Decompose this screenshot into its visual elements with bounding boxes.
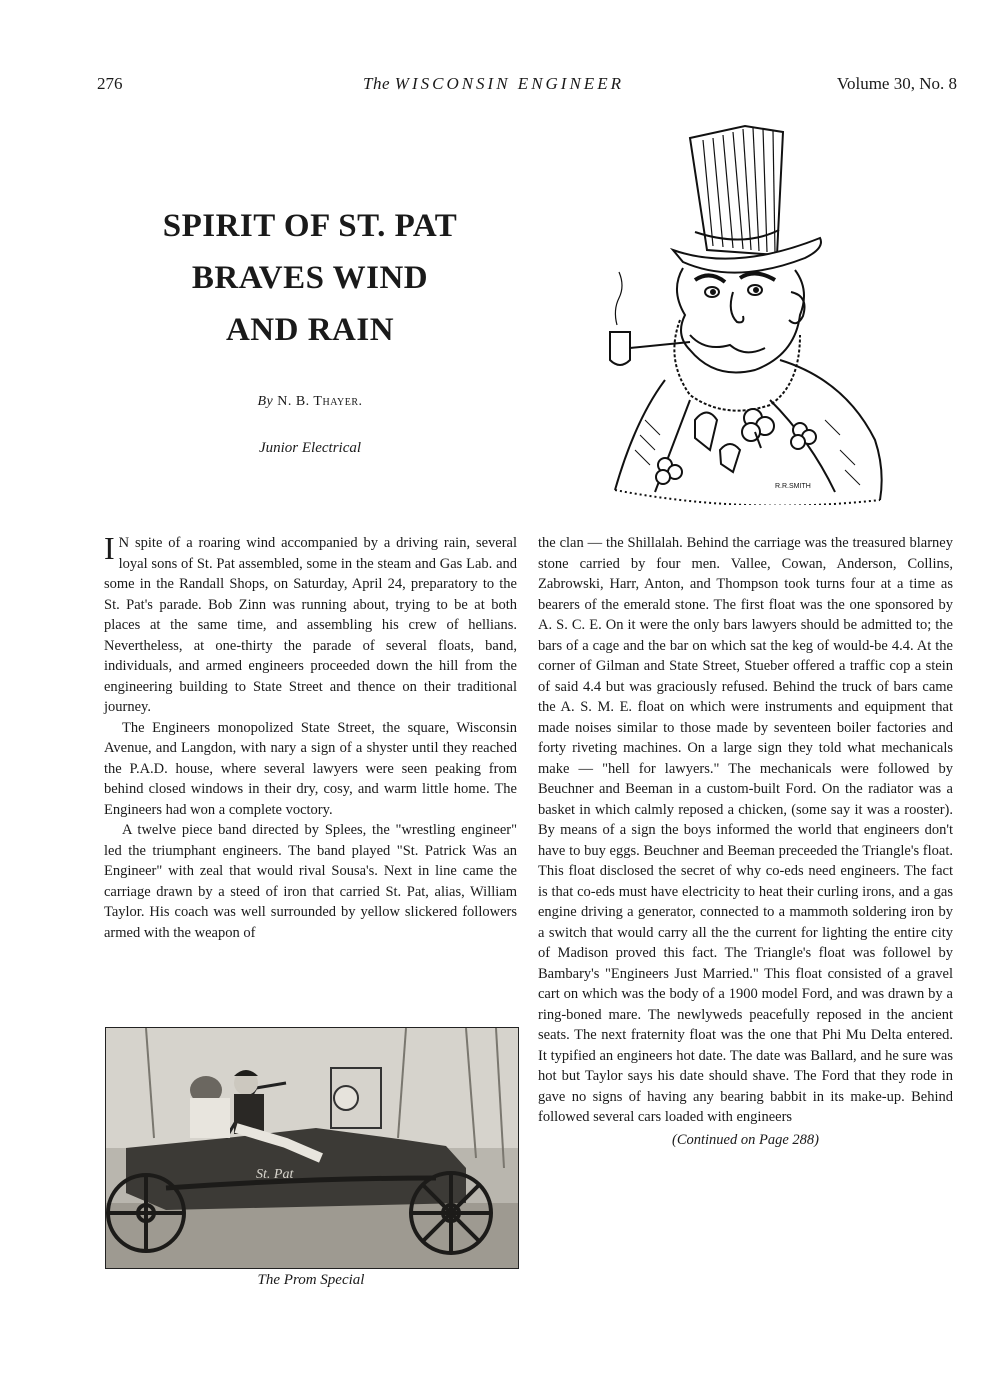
byline-prefix: By (257, 394, 274, 409)
title-line-3: AND RAIN (225, 312, 395, 348)
drop-cap: I (104, 530, 115, 566)
author-name: N. B. Thayer. (277, 394, 363, 409)
journal-name: WISCONSIN ENGINEER (394, 74, 624, 93)
journal-prefix: The (363, 74, 391, 93)
photo-caption: The Prom Special (257, 1272, 365, 1288)
article-column-right (538, 533, 953, 1150)
paragraph-3: A twelve piece band directed by Splees, the "wrestling engineer" led the triumphant engineers. The band played "St. Patrick Was an Engineer" with zeal that would rival Sousa's. Next in line came the carriage drawn by a steed of iron that carried St. Pat, alias, William Taylor. His coach was well surrounded by yellow slickered followers armed with the weapon of (104, 822, 517, 941)
vintage-car-image (106, 1028, 518, 1268)
running-head (0, 74, 987, 98)
article-column-left (104, 530, 517, 943)
title-line-2: BRAVES WIND (191, 260, 429, 296)
paragraph-1-text: N spite of a roaring wind accompanied by a driving rain, several loyal sons of St. Pat assembled, some in the steam and Gas Lab. and some in the Randall Shops, on Saturday, April 24, preparatory to the St. Pat's parade. Bob Zinn was running about, trying to be at both places at the same time, and assembling his crew of hellians. Nevertheless, at one-thirty the parade of several floats, band, individuals, and armed engineers proceeded down the hill from the engineering building to State Street and thence on their traditional journey. (104, 535, 517, 715)
prom-special-photo (105, 1027, 519, 1269)
st-pat-cartoon (595, 120, 895, 505)
paragraph-4: the clan — the Shillalah. Behind the carriage was the treasured blarney stone carried by four men. Vallee, Cowan, Anderson, Collins, Zabrowski, Harr, Anton, and Thompson took turns four at a time as bearers of the emerald stone. The first float was the one sponsored by A. S. C. E. On it were the only bars lawyers should be admitted to; the bars of a cage and the bar on which sat the keg of would-be 4.4. At the corner of Gilman and State Street, Stueber offered a traffic cop a stein of said 4.4 but was graciously refused. Behind the truck of bars came the A. S. M. E. float on which were instruments and equipment that made noises similar to those made by seventeen boiler factories and forty riveting machines. On a large sign they told what mechanicals make — "hell for lawyers." The mechanicals were followed by Beuchner and Beeman in a custom-built Ford. On the radiator was a basket in which calmly reposed a chicken, (some say it was a rooster). By means of a sign the boys informed the world that engineers don't have to buy eggs. Beuchner and Beeman preceeded the Triangle's float. This float disclosed the secret of why co-eds need engineers. The fact is that co-eds must have electricity to heat their curling irons, and a gas engine driving a generator, connected to a mammoth soldering iron by a switch that would carry all the the current for lighting the entire city of Madison proved this fact. The Triangle's float was followel by Bambary's "Engineers Just Married." This float consisted of a gravel cart on which was the body of a 1900 model Ford, and was drawn by a ring-boned mare. The newlyweds peacefully reposed in the ancient seats. The next fraternity float was the one that Phi Mu Delta entered. It typified an engineers hot date. The date was Ballard, and he sure was hot but Taylor says his date should shave. The Ford that they rode in gave no signs of having any bearing babbit in its make-up. Behind followed several cars loaded with engineers (538, 535, 953, 1125)
page-number: 276 (97, 74, 123, 93)
cartoon-signature: R.R.SMITH (775, 483, 811, 490)
byline (110, 394, 510, 410)
volume-number: Volume 30, No. 8 (836, 74, 957, 93)
car-sign-text: St. Pat (256, 1167, 294, 1182)
author-department: Junior Electrical (258, 440, 362, 456)
title-line-1: SPIRIT OF ST. PAT (162, 208, 458, 244)
paragraph-2: The Engineers monopolized State Street, the square, Wisconsin Avenue, and Langdon, with nary a sign of a shyster until they reached the P.A.D. house, where several lawyers were seen peaking from behind closed windows in their dry, cosy, and warm little home. The Engineers had won a complete voctory. (104, 719, 517, 818)
article-heading (110, 200, 510, 457)
paragraph-1 (104, 530, 517, 718)
continued-note: (Continued on Page 288) (672, 1131, 819, 1148)
